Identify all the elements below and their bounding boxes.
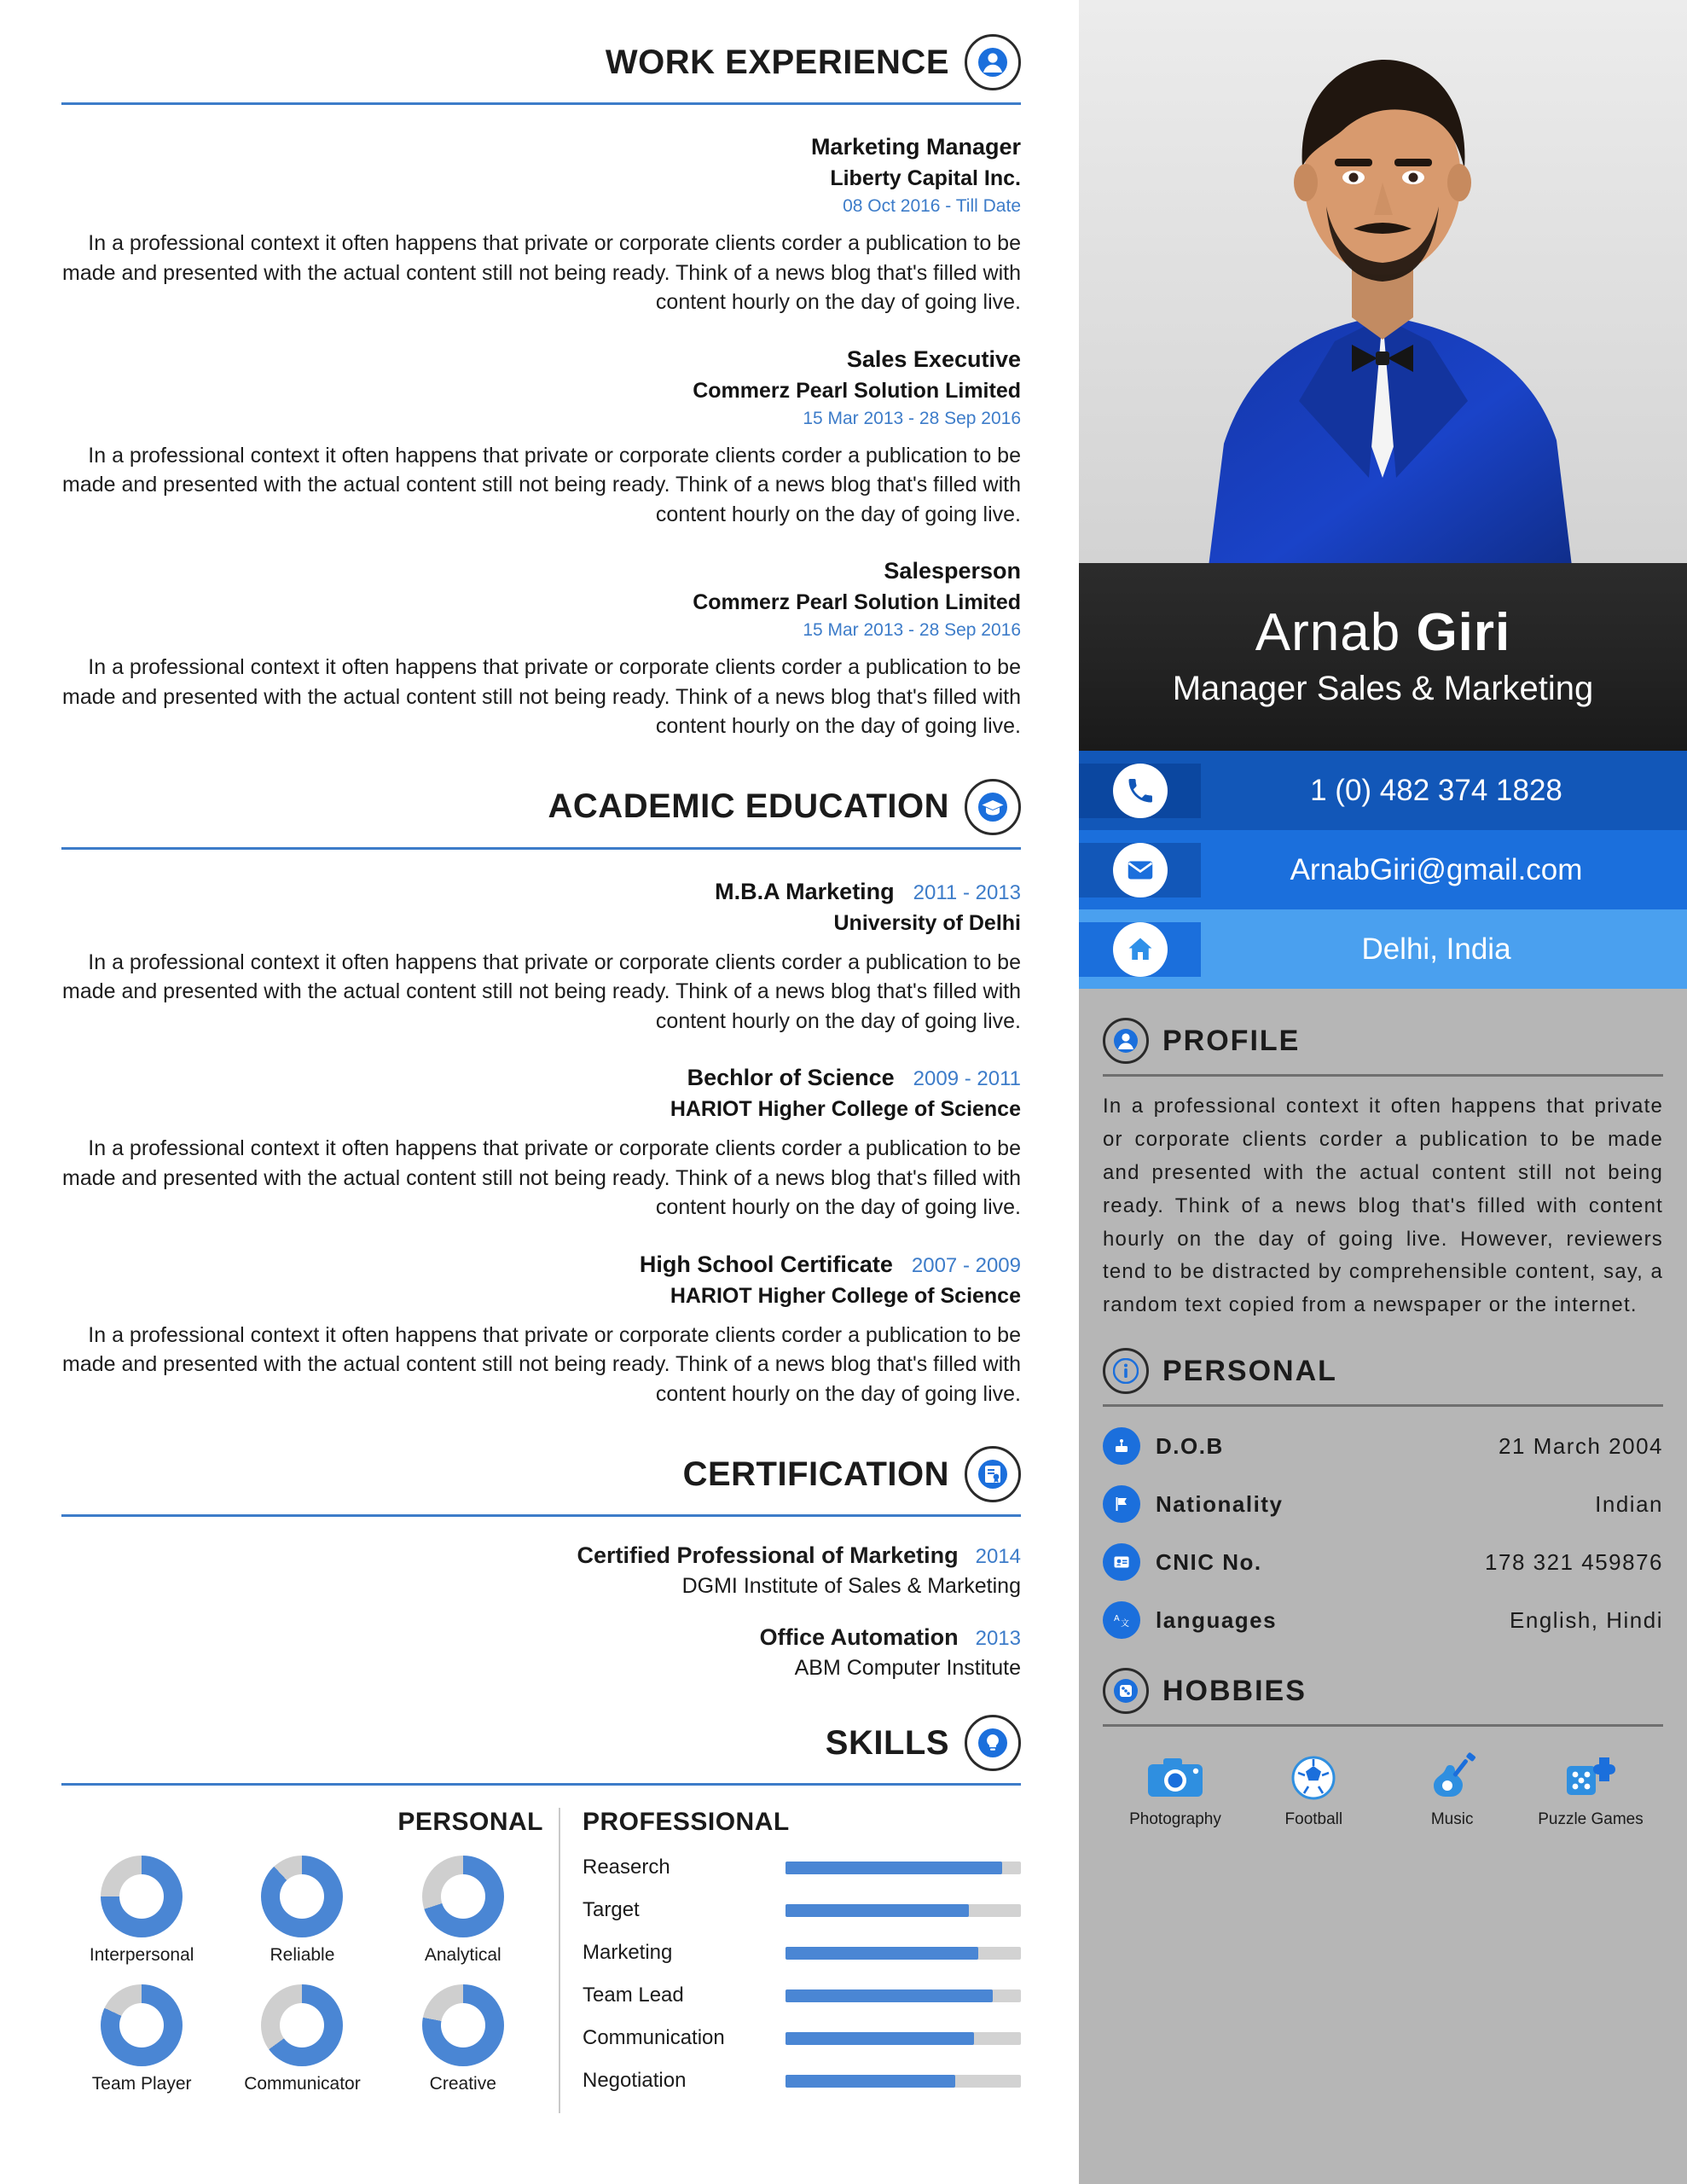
- skill-label: Reaserch: [583, 1856, 670, 1879]
- certification-entry: [61, 1542, 1021, 1599]
- last-name: Giri: [1416, 602, 1511, 662]
- professional-skills: [560, 1808, 1021, 2113]
- profile-title: PROFILE: [1162, 1024, 1301, 1057]
- degree-years: 2007 - 2009: [911, 1253, 1021, 1277]
- personal-label: CNIC No.: [1156, 1548, 1262, 1575]
- personal-row: [1103, 1485, 1663, 1523]
- cake-icon: [1103, 1427, 1140, 1465]
- school: University of Delhi: [833, 910, 1021, 935]
- job-description: In a professional context it often happens that private or corporate clients corder a publication to be made and presented with the actual content still not being ready. Think of a news blog that's filled with content hourly on the day of going live.: [62, 231, 1021, 314]
- education-entry: [61, 1065, 1021, 1223]
- skill-label: Communicator: [244, 2074, 361, 2094]
- job-org: Liberty Capital Inc.: [830, 166, 1021, 190]
- skill-bar: [583, 1856, 1021, 1879]
- skill-donut: [383, 1984, 543, 2094]
- divider: [1103, 1724, 1663, 1727]
- certificate-year: 2014: [975, 1545, 1021, 1568]
- skill-track: [786, 1947, 1021, 1960]
- skill-track: [786, 2032, 1021, 2045]
- contact-phone-row[interactable]: [1079, 751, 1687, 830]
- skills-title: SKILLS: [825, 1723, 949, 1762]
- education-description: In a professional context it often happens that private or corporate clients corder a publication to be made and presented with the actual content still not being ready. Think of a news blog that's filled with content hourly on the day of going live.: [62, 950, 1021, 1033]
- skill-track: [786, 2075, 1021, 2088]
- divider: [61, 1514, 1021, 1517]
- contact-block: [1079, 751, 1687, 989]
- certificate-issuer: ABM Computer Institute: [794, 1656, 1021, 1680]
- donut-gauge: [422, 1984, 504, 2066]
- degree-years: 2011 - 2013: [913, 880, 1021, 904]
- divider: [1103, 1074, 1663, 1077]
- contact-email-row[interactable]: [1079, 830, 1687, 909]
- certification-section: [61, 1409, 1021, 1681]
- job-role: Salesperson: [884, 558, 1021, 584]
- skill-bar: [583, 2069, 1021, 2093]
- skill-label: Creative: [429, 2074, 496, 2094]
- work-entry: [61, 346, 1021, 530]
- certification-entry: [61, 1624, 1021, 1681]
- football-icon: [1281, 1752, 1346, 1804]
- education-header: [61, 779, 1021, 835]
- skill-label: Interpersonal: [89, 1945, 194, 1965]
- certificate-title: Office Automation: [759, 1624, 959, 1650]
- degree: M.B.A Marketing: [715, 878, 895, 904]
- profile-photo: [1079, 0, 1687, 580]
- lightbulb-icon: [965, 1715, 1021, 1771]
- personal-section: [1103, 1348, 1663, 1639]
- personal-row: [1103, 1427, 1663, 1465]
- profile-text: In a professional context it often happens that private or corporate clients corder a publication to be made and presented with the actual content still not being ready. Think of a news blog that's filled with content hourly on the day of going live. However, reviewers tend to be distracted by comprehensible content, say, a random text copied from a newspaper or the internet.: [1103, 1095, 1663, 1317]
- info-icon: [1103, 1348, 1149, 1394]
- id-card-icon: [1103, 1543, 1140, 1581]
- education-description: In a professional context it often happens that private or corporate clients corder a publication to be made and presented with the actual content still not being ready. Think of a news blog that's filled with content hourly on the day of going live.: [62, 1322, 1021, 1406]
- flag-icon: [1103, 1485, 1140, 1523]
- translate-icon: [1103, 1601, 1140, 1639]
- skill-track: [786, 1862, 1021, 1874]
- skill-bar: [583, 1898, 1021, 1922]
- donut-gauge: [101, 1984, 183, 2066]
- skill-donut: [61, 1856, 222, 1966]
- skill-donut: [383, 1856, 543, 1966]
- skill-label: Reliable: [270, 1945, 335, 1965]
- personal-value: English, Hindi: [1510, 1606, 1663, 1633]
- skill-track: [786, 1989, 1021, 2002]
- skill-bar: [583, 2026, 1021, 2050]
- donut-gauge: [101, 1856, 183, 1937]
- personal-row: [1103, 1601, 1663, 1639]
- education-heading: [61, 879, 1021, 905]
- personal-skill-donuts: [61, 1856, 543, 2113]
- hobby-item: [1527, 1752, 1655, 1829]
- skills-section: [61, 1681, 1021, 2113]
- personal-value: 21 March 2004: [1499, 1432, 1663, 1459]
- education-entry: [61, 1252, 1021, 1409]
- school: HARIOT Higher College of Science: [670, 1283, 1021, 1308]
- skill-bar: [583, 1984, 1021, 2007]
- certificate-year: 2013: [975, 1627, 1021, 1650]
- hobby-label: Puzzle Games: [1538, 1810, 1644, 1829]
- work-entry: [61, 558, 1021, 741]
- professional-skills-title: PROFESSIONAL: [583, 1808, 790, 1836]
- job-description: In a professional context it often happens that private or corporate clients corder a publication to be made and presented with the actual content still not being ready. Think of a news blog that's filled with content hourly on the day of going live.: [62, 443, 1021, 526]
- dice-icon: [1103, 1668, 1149, 1714]
- education-entry: [61, 879, 1021, 1037]
- skill-label: Analytical: [424, 1945, 501, 1965]
- personal-value: 178 321 459876: [1485, 1548, 1663, 1575]
- donut-gauge: [422, 1856, 504, 1937]
- personal-row: [1103, 1543, 1663, 1581]
- job-title: Manager Sales & Marketing: [1172, 669, 1594, 707]
- skill-fill: [786, 1862, 1002, 1874]
- divider: [61, 1783, 1021, 1786]
- svg-text:A: A: [1114, 1614, 1120, 1624]
- name-banner: [1079, 563, 1687, 751]
- hobbies-section: [1103, 1668, 1663, 1829]
- personal-skills: [61, 1808, 560, 2113]
- job-dates: 08 Oct 2016 - Till Date: [843, 196, 1021, 216]
- hobbies-title: HOBBIES: [1162, 1674, 1307, 1707]
- work-entry: [61, 134, 1021, 317]
- education-heading: [61, 1252, 1021, 1278]
- skill-fill: [786, 1904, 969, 1917]
- degree: Bechlor of Science: [687, 1065, 895, 1090]
- skills-header: [61, 1715, 1021, 1771]
- phone-value: 1 (0) 482 374 1828: [1310, 773, 1562, 807]
- skill-fill: [786, 1989, 993, 2002]
- personal-label: Nationality: [1156, 1490, 1284, 1517]
- contact-location-row[interactable]: [1079, 909, 1687, 989]
- phone-icon: [1079, 764, 1201, 818]
- job-org: Commerz Pearl Solution Limited: [693, 590, 1021, 614]
- work-experience-title: WORK EXPERIENCE: [605, 43, 949, 81]
- job-role: Sales Executive: [846, 346, 1021, 372]
- hobby-label: Football: [1284, 1810, 1343, 1829]
- degree: High School Certificate: [639, 1251, 893, 1277]
- divider: [61, 847, 1021, 850]
- home-icon: [1079, 922, 1201, 977]
- divider: [61, 102, 1021, 105]
- location-value: Delhi, India: [1361, 932, 1511, 966]
- certificate-icon: [965, 1446, 1021, 1502]
- skill-label: Communication: [583, 2026, 725, 2049]
- job-dates: 15 Mar 2013 - 28 Sep 2016: [803, 620, 1021, 640]
- certificate-title: Certified Professional of Marketing: [577, 1542, 959, 1568]
- school: HARIOT Higher College of Science: [670, 1097, 1021, 1121]
- guitar-icon: [1420, 1752, 1485, 1804]
- skill-label: Negotiation: [583, 2069, 687, 2092]
- education-description: In a professional context it often happens that private or corporate clients corder a publication to be made and presented with the actual content still not being ready. Think of a news blog that's filled with content hourly on the day of going live.: [62, 1136, 1021, 1219]
- job-role: Marketing Manager: [810, 134, 1021, 160]
- degree-years: 2009 - 2011: [913, 1067, 1021, 1090]
- personal-value: Indian: [1595, 1490, 1663, 1517]
- education-heading: [61, 1065, 1021, 1091]
- right-content-panel: [1079, 989, 1687, 2184]
- personal-label: languages: [1156, 1606, 1278, 1633]
- education-section: [61, 741, 1021, 1409]
- portrait-illustration: [1079, 0, 1687, 580]
- donut-gauge: [261, 1984, 343, 2066]
- job-dates: 15 Mar 2013 - 28 Sep 2016: [803, 408, 1021, 428]
- person-icon: [1103, 1018, 1149, 1064]
- certification-header: [61, 1446, 1021, 1502]
- skill-label: Marketing: [583, 1941, 673, 1964]
- job-description: In a professional context it often happens that private or corporate clients corder a publication to be made and presented with the actual content still not being ready. Think of a news blog that's filled with content hourly on the day of going live.: [62, 655, 1021, 738]
- personal-label: D.O.B: [1156, 1432, 1224, 1459]
- job-org: Commerz Pearl Solution Limited: [693, 378, 1021, 403]
- personal-skills-title: PERSONAL: [397, 1808, 543, 1836]
- graduation-cap-icon: [965, 779, 1021, 835]
- svg-text:文: 文: [1121, 1619, 1129, 1629]
- skill-track: [786, 1904, 1021, 1917]
- personal-title: PERSONAL: [1162, 1354, 1337, 1387]
- puzzle-icon: [1558, 1752, 1623, 1804]
- work-experience-section: [61, 0, 1021, 741]
- skill-donut: [222, 1856, 382, 1966]
- certificate-issuer: DGMI Institute of Sales & Marketing: [681, 1574, 1021, 1598]
- skill-fill: [786, 2032, 974, 2045]
- skill-fill: [786, 2075, 955, 2088]
- hobby-item: [1249, 1752, 1377, 1829]
- right-column: [1079, 0, 1687, 2184]
- full-name: [1255, 602, 1511, 662]
- email-value: ArnabGiri@gmail.com: [1290, 852, 1583, 886]
- skill-label: Target: [583, 1898, 640, 1921]
- hobby-label: Photography: [1129, 1810, 1221, 1829]
- divider: [1103, 1404, 1663, 1407]
- donut-gauge: [261, 1856, 343, 1937]
- education-title: ACADEMIC EDUCATION: [548, 787, 949, 825]
- profile-section: [1103, 1018, 1663, 1322]
- certification-title: CERTIFICATION: [682, 1455, 949, 1493]
- skill-donut: [222, 1984, 382, 2094]
- skill-fill: [786, 1947, 978, 1960]
- work-experience-header: [61, 34, 1021, 90]
- skill-label: Team Player: [91, 2074, 192, 2094]
- camera-icon: [1143, 1752, 1208, 1804]
- envelope-icon: [1079, 843, 1201, 897]
- skill-label: Team Lead: [583, 1984, 684, 2007]
- skill-donut: [61, 1984, 222, 2094]
- skill-bar: [583, 1941, 1021, 1965]
- hobby-label: Music: [1430, 1810, 1474, 1829]
- first-name: Arnab: [1255, 602, 1401, 662]
- hobby-item: [1111, 1752, 1239, 1829]
- hobby-item: [1388, 1752, 1516, 1829]
- person-icon: [965, 34, 1021, 90]
